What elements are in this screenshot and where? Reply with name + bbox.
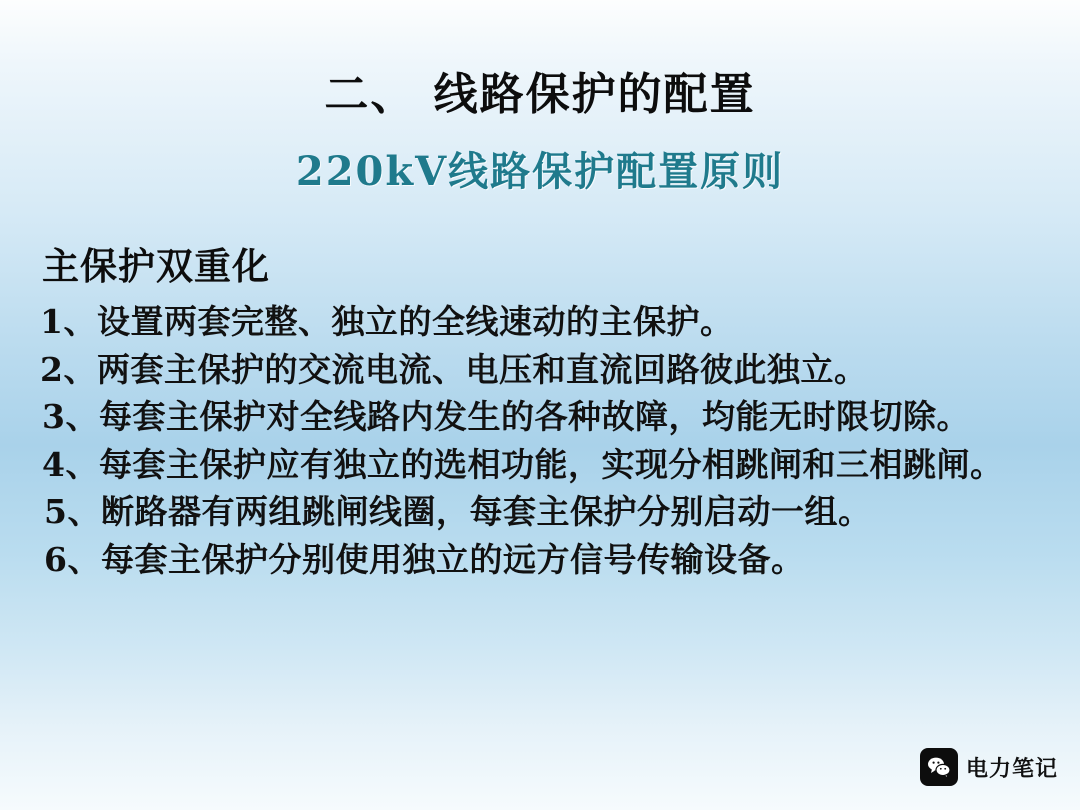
list-item: 4、每套主保护应有独立的选相功能，实现分相跳闸和三相跳闸。 — [42, 444, 1004, 484]
content-block — [34, 236, 1050, 585]
list-item: 1、设置两套完整、独立的全线速动的主保护。 — [40, 302, 734, 341]
list-item: 5、断路器有两组跳闸线圈，每套主保护分别启动一组。 — [44, 492, 872, 532]
section-heading: 主保护双重化 — [42, 244, 270, 288]
list-item: 6、每套主保护分别使用独立的远方信号传输设备。 — [44, 539, 805, 579]
page-subtitle: 220kV线路保护配置原则 — [295, 148, 785, 195]
watermark-label: 电力笔记 — [965, 756, 1058, 782]
list-item: 2、两套主保护的交流电流、电压和直流回路彼此独立。 — [40, 349, 868, 389]
page-title: 二、 线路保护的配置 — [324, 69, 756, 120]
list-item: 3、每套主保护对全线路内发生的各种故障，均能无时限切除。 — [42, 397, 970, 437]
watermark — [920, 748, 1058, 786]
wechat-icon — [920, 748, 958, 786]
principle-list — [34, 300, 1050, 581]
